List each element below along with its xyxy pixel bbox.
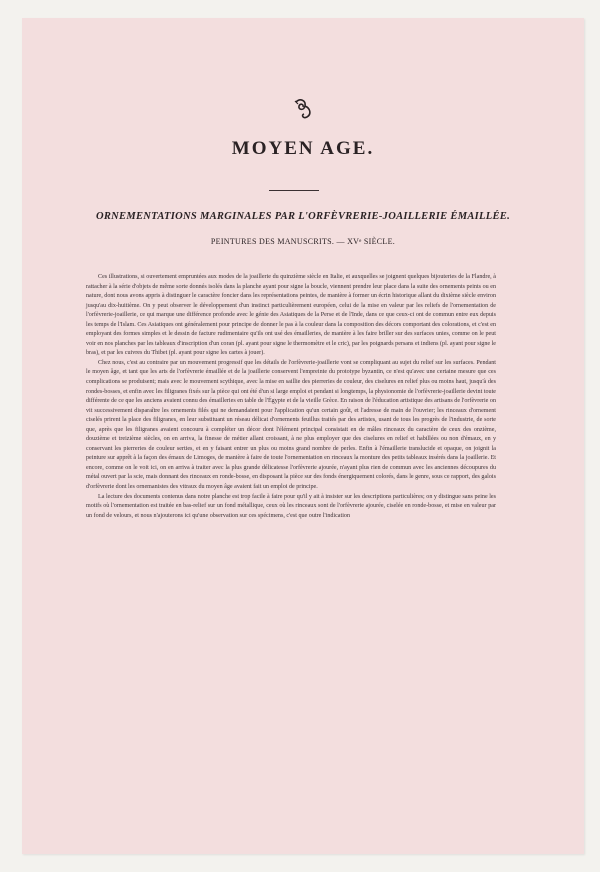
page-title: MOYEN AGE.	[231, 138, 375, 159]
paragraph: Ces illustrations, si ouvertement empruntées aux modes de la joaillerie du quinzième siècle en Italie, et auxquelles se joignent quelques bijouteries de la Flandre, à rattacher à la série d'objets de même sorte donnés isolés dans la planche ayant pour signe la boucle, viennent prendre leur place dans la suite des ornements peints ou en nature, dont nous avons appris à distinguer le caractère foncier dans les représentations peintes, de manière à former un écrin historique allant du dixième siècle environ jusqu'au dix-huitième. On y peut observer le développement d'un instinct particulièrement européen, celui de la mise en valeur par les reliefs de l'ornementation de l'orfèvrerie-joaillerie, ce qui marque une différence profonde avec le génie des Asiatiques de la Perse et de l'Inde, dans ce que ceux-ci ont de commun entre eux depuis les temps de l'Islam. Ces Asiatiques ont généralement pour principe de donner le pas à la couleur dans la composition des décors comportant des colorations, et c'est en employant des formes simples et le dessin de facture rudimentaire qu'ils ont usé des émailleries, de manière à les faire briller sur des surfaces unies, comme on le peut voir en nos planches par les tableaux d'inscription d'un coran (pl. ayant pour signe le thermomètre et le cric), par les poignards persans et indiens (pl. ayant pour signe le bras), et par les cuivres du Thibet (pl. ayant pour signe les cartes à jouer).	[86, 274, 497, 357]
section-subtitle: ORNEMENTATIONS MARGINALES PAR L'ORFÈVRERIE-JOAILLERIE ÉMAILLÉE.	[95, 211, 510, 222]
title-divider	[269, 190, 319, 191]
vine-ornament-icon	[290, 96, 316, 122]
paragraph: La lecture des documents contenus dans notre planche est trop facile à faire pour qu'il y ait à insister sur les descriptions particulières; on y distingue sans peine les motifs où l'ornementation est traitée en bas-relief sur un fond métallique, ceux où les rinceaux sont de l'orfèvrerie ajourée, ciselée en ronde-bosse, et mise en valeur par un fond de velours, et nous n'ajouterons ici qu'une observation sur ces spécimens, c'est que outre l'indication	[86, 493, 496, 519]
document-page	[22, 18, 584, 854]
paragraph: Chez nous, c'est au contraire par un mouvement progressif que les détails de l'orfèvrerie-joaillerie vont se compliquant au sujet du relief sur les surfaces. Pendant le moyen âge, et tant que les arts de l'orfèvrerie émaillée et de la joaillerie conservent l'empreinte du prototype byzantin, ce n'est qu'avec une certaine mesure que ces complications se produisent; mais avec le mouvement scythique, avec la mise en saillie des pierreries de couleur, des ciselures en relief plus ou moins haut, jusqu'à des rondes-bosses, et enfin avec les filigranes fixés sur la pièce qui ont été d'un si large emploi et pendant si longtemps, la physionomie de l'orfèvrerie-joaillerie devint toute différente de ce que les anciens avaient connu des émailleries en table de l'Égypte et de la vieille Grèce. En raison de l'éducation artistique des artisans de l'orfèvrerie on vit successivement disparaître les ornements filés qui ne demandaient pour l'application qu'un certain goût, et l'adresse de main de l'ouvrier; les rinceaux d'ornement ciselés prirent la place des filigranes, en leur substituant un réseau délicat d'ornements feuillus traités par des artistes, usant de tous les progrès de l'industrie, de sorte que, après que les filigranes avaient concouru à compléter un décor dont l'élément principal consistait en de mâles rinceaux du caractère de ceux des onzième, douzième et treizième siècles, on en arriva, la finesse de métier allant croissant, à ne plus employer que des ciselures en relief et habillées ou non d'émaux, en y conservant les pierreries de couleur serties, et en y faisant entrer un plus ou moins grand nombre de perles. Enfin à l'émaillerie translucide et opaque, on joignit la peinture sur apprêt à la façon des émaux de Limoges, de manière à faire de toute l'ornementation en rinceaux la monture des petits tableaux insérés dans la joaillerie. Et encore, comme on le voit ici, on en arriva à traiter avec la plus grande délicatesse l'orfèvrerie ajourée, n'ayant plus rien de commun avec les anciennes découpures du métal ouvert par la scie, mais donnant des rinceaux en ronde-bosse, en disposant la pièce sur des fonds énergiquement colorés, dans le genre, sous ce rapport, des galois d'orfèvrerie dont les ornemanistes des vitraux du moyen âge avaient fait un emploi de principe.	[86, 359, 496, 491]
section-caption: PEINTURES DES MANUSCRITS. — XVᵉ SIÈCLE.	[210, 237, 396, 246]
body-text	[86, 273, 496, 521]
